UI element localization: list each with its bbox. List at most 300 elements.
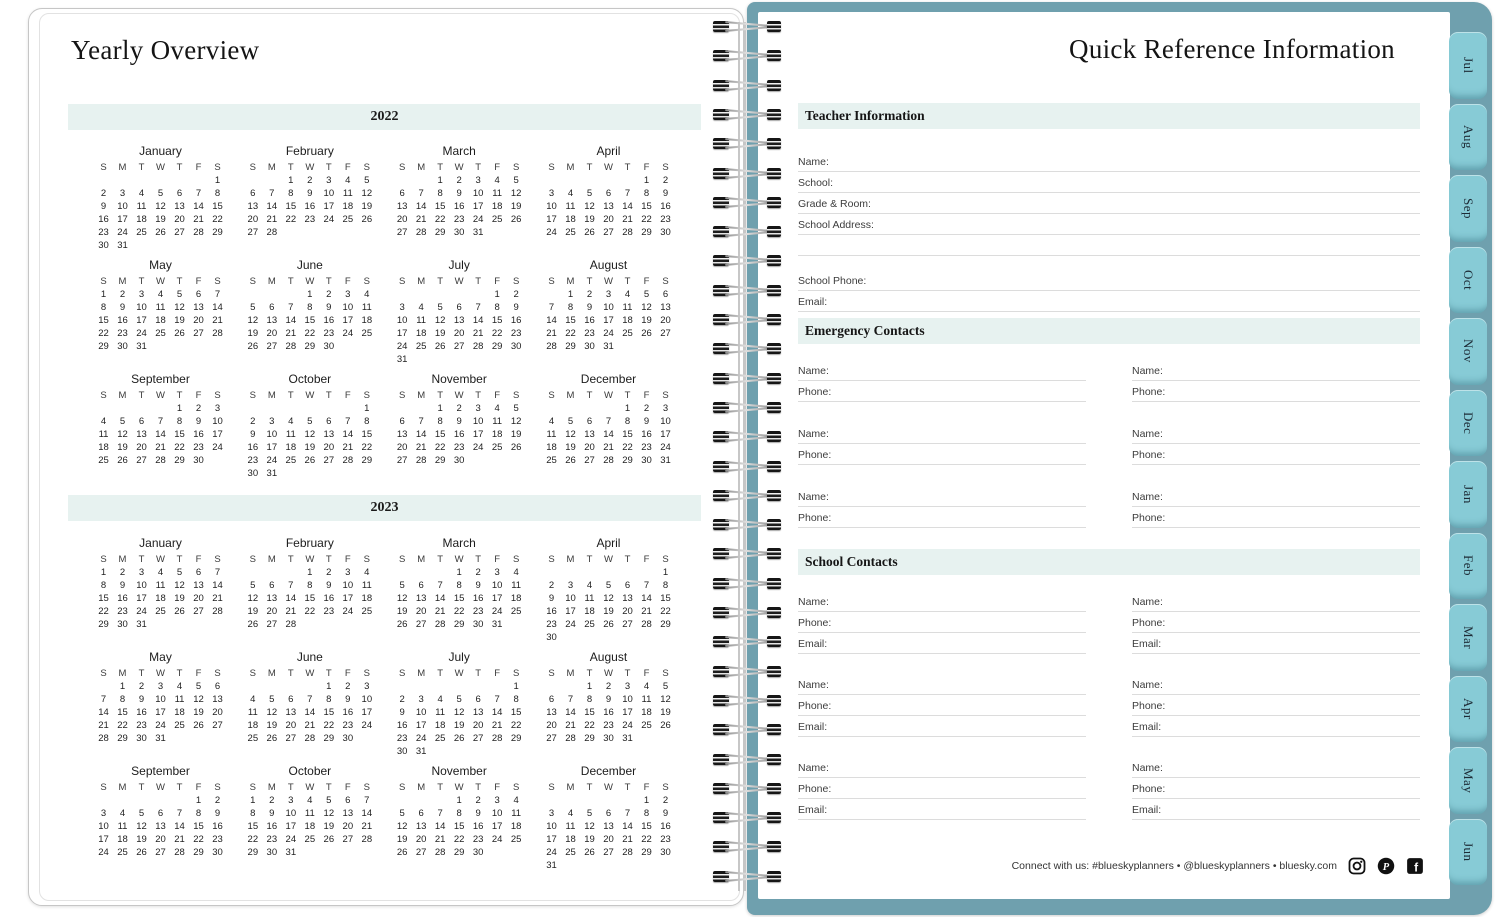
pinterest-icon[interactable] — [1377, 857, 1395, 875]
calendar-day: 7 — [214, 289, 221, 300]
calendar-day — [542, 794, 561, 807]
calendar-day: 6 — [269, 580, 275, 591]
calendar-day: 5 — [269, 694, 275, 705]
calendar-week-row — [243, 340, 376, 353]
calendar-day: 3 — [418, 694, 424, 705]
calendar-day: 9 — [345, 694, 351, 705]
field-email[interactable] — [798, 799, 1086, 820]
calendar-day: 15 — [584, 707, 595, 718]
calendar-day: 16 — [603, 707, 614, 718]
calendar-day: 8 — [214, 188, 221, 199]
calendar-day: 3 — [567, 580, 574, 591]
calendar-month-may-2022 — [94, 258, 227, 353]
calendar-day: 8 — [364, 416, 370, 427]
calendar-day: 21 — [415, 442, 427, 453]
calendar-day: 6 — [662, 289, 669, 300]
calendar-day: 5 — [307, 416, 313, 427]
calendar-month-june-2023 — [243, 650, 376, 745]
page-title-quick-reference: Quick Reference Information — [1069, 34, 1395, 64]
footer — [1012, 857, 1424, 875]
calendar-day: 14 — [174, 821, 185, 832]
calendar-day: 30 — [396, 746, 408, 757]
field-name[interactable] — [798, 151, 1420, 172]
month-name: October — [288, 372, 332, 386]
tab-jul[interactable] — [1449, 32, 1487, 99]
calendar-day: 22 — [174, 442, 185, 453]
calendar-day: 22 — [285, 214, 297, 225]
calendar-month-december-2022 — [542, 372, 675, 467]
tab-mar[interactable] — [1449, 604, 1487, 671]
calendar-day: 26 — [565, 455, 576, 466]
calendar-day — [618, 566, 637, 579]
calendar-day: 10 — [136, 580, 147, 591]
calendar-day: 3 — [605, 289, 612, 300]
calendar-day: 19 — [453, 720, 465, 731]
calendar-day: 18 — [342, 201, 354, 212]
calendar-week-row — [542, 226, 675, 239]
calendar-day: 4 — [624, 289, 631, 300]
calendar-day: 13 — [323, 429, 335, 440]
calendar-day — [599, 174, 618, 187]
weekday-header: T — [138, 554, 145, 565]
calendar-day: 12 — [136, 821, 147, 832]
field-phone[interactable] — [798, 778, 1086, 799]
calendar-day: 17 — [212, 429, 223, 440]
calendar-day: 27 — [247, 227, 259, 238]
calendar-day: 20 — [155, 834, 166, 845]
weekday-header: T — [176, 390, 183, 401]
calendar-day: 13 — [342, 808, 354, 819]
calendar-day: 7 — [437, 580, 443, 591]
calendar-day: 7 — [100, 694, 107, 705]
calendar-day: 5 — [643, 289, 650, 300]
field-phone[interactable] — [1132, 444, 1420, 465]
calendar-day: 26 — [323, 834, 335, 845]
calendar-day: 19 — [247, 606, 259, 617]
calendar-day: 28 — [603, 455, 614, 466]
calendar-day: 16 — [323, 593, 335, 604]
calendar-day: 23 — [453, 214, 465, 225]
calendar-day: 4 — [157, 567, 164, 578]
calendar-day: 3 — [662, 403, 669, 414]
calendar-day: 23 — [98, 227, 109, 238]
facebook-icon[interactable] — [1406, 857, 1424, 875]
calendar-day — [94, 794, 113, 807]
calendar-day: 30 — [510, 341, 522, 352]
calendar-week-row — [542, 340, 675, 353]
calendar-week-row — [542, 833, 675, 846]
calendar-day: 3 — [624, 681, 631, 692]
calendar-day: 4 — [643, 681, 650, 692]
calendar-day — [599, 794, 618, 807]
calendar-day: 2 — [326, 289, 332, 300]
calendar-day: 10 — [117, 201, 128, 212]
weekday-header: W — [454, 162, 464, 173]
calendar-day: 29 — [98, 619, 109, 630]
month-name: December — [580, 764, 637, 778]
weekday-header: S — [398, 782, 406, 793]
calendar-day: 24 — [323, 214, 335, 225]
field-name[interactable] — [798, 757, 1086, 778]
calendar-day: 17 — [136, 593, 147, 604]
tab-sep[interactable] — [1449, 175, 1487, 242]
calendar-week-row — [243, 605, 376, 618]
calendar-day: 28 — [212, 328, 223, 339]
calendar-week-row — [243, 820, 376, 833]
calendar-day — [357, 732, 376, 745]
calendar-day: 20 — [472, 720, 484, 731]
calendar-day: 12 — [603, 593, 614, 604]
calendar-day: 20 — [285, 720, 297, 731]
field-phone[interactable] — [798, 444, 1086, 465]
weekday-header: F — [344, 162, 351, 173]
field-name[interactable] — [798, 423, 1086, 444]
weekday-header: S — [249, 162, 256, 173]
weekday-header: F — [643, 782, 650, 793]
contact-group — [798, 423, 1420, 465]
calendar-week-row — [393, 226, 526, 239]
tab-nov[interactable] — [1449, 318, 1487, 385]
weekday-header: T — [287, 162, 294, 173]
field-email[interactable] — [1132, 633, 1420, 654]
month-name: September — [131, 764, 190, 778]
calendar-day: 26 — [584, 227, 595, 238]
weekday-header: W — [604, 390, 613, 401]
calendar-day: 23 — [136, 720, 147, 731]
field-email[interactable] — [798, 716, 1086, 737]
calendar-day — [542, 402, 561, 415]
field-email[interactable] — [1132, 716, 1420, 737]
calendar-day: 15 — [304, 593, 316, 604]
calendar-day — [488, 745, 507, 758]
calendar-day: 24 — [546, 847, 557, 858]
calendar-day: 16 — [136, 707, 147, 718]
field-label: Email: — [1132, 721, 1162, 733]
weekday-header: M — [118, 782, 127, 793]
calendar-day: 12 — [641, 302, 652, 313]
weekday-header: F — [195, 554, 202, 565]
calendar-day — [542, 174, 561, 187]
field-phone[interactable] — [1132, 612, 1420, 633]
weekday-header: T — [287, 390, 294, 401]
calendar-day: 13 — [285, 707, 297, 718]
calendar-week-row — [542, 428, 675, 441]
field-name[interactable] — [1132, 486, 1420, 507]
calendar-day: 4 — [364, 567, 370, 578]
calendar-day — [507, 618, 526, 631]
field-phone[interactable] — [798, 695, 1086, 716]
calendar-day: 14 — [193, 201, 204, 212]
weekday-header: T — [624, 390, 631, 401]
calendar-day: 31 — [415, 746, 427, 757]
calendar-day: 15 — [361, 429, 373, 440]
weekday-header: T — [586, 554, 593, 565]
calendar-month-march-2023 — [393, 536, 526, 631]
left-page — [28, 8, 744, 906]
calendar-day: 22 — [565, 328, 576, 339]
field-phone[interactable] — [1132, 381, 1420, 402]
weekday-header: W — [156, 162, 165, 173]
calendar-day: 21 — [491, 720, 503, 731]
calendar-day: 22 — [434, 442, 446, 453]
weekday-header: M — [118, 390, 127, 401]
month-name: July — [448, 650, 470, 664]
weekday-header: S — [398, 668, 406, 679]
calendar-day: 20 — [136, 442, 147, 453]
calendar-day: 6 — [269, 302, 275, 313]
calendar-day: 13 — [453, 315, 465, 326]
field-phone[interactable] — [798, 507, 1086, 528]
calendar-day: 27 — [396, 455, 408, 466]
tab-may[interactable] — [1449, 747, 1487, 814]
calendar-day: 1 — [326, 681, 332, 692]
calendar-day — [431, 288, 450, 301]
weekday-header: T — [325, 162, 332, 173]
calendar-day: 20 — [174, 214, 185, 225]
calendar-day: 14 — [546, 315, 557, 326]
weekday-header: W — [156, 782, 165, 793]
weekday-header-row — [94, 667, 227, 680]
calendar-day — [170, 618, 189, 631]
calendar-day: 11 — [641, 694, 652, 705]
calendar-day: 5 — [605, 580, 612, 591]
calendar-day: 4 — [567, 808, 574, 819]
weekday-header: T — [437, 668, 444, 679]
contact-entry — [798, 757, 1086, 820]
calendar-day — [151, 174, 170, 187]
calendar-week-row — [542, 200, 675, 213]
calendar-week-row — [393, 706, 526, 719]
calendar-day: 25 — [510, 606, 522, 617]
calendar-week-row — [243, 592, 376, 605]
calendar-week-row — [542, 592, 675, 605]
calendar-day: 20 — [266, 328, 278, 339]
weekday-header: S — [249, 668, 256, 679]
calendar-week-row — [393, 441, 526, 454]
calendar-day — [113, 174, 132, 187]
calendar-day: 19 — [266, 720, 278, 731]
calendar-week-row — [243, 415, 376, 428]
tab-apr[interactable] — [1449, 676, 1487, 743]
calendar-day: 2 — [326, 567, 332, 578]
calendar-day: 26 — [396, 847, 408, 858]
calendar-day: 21 — [342, 442, 354, 453]
calendar-week-row — [94, 706, 227, 719]
calendar-day: 6 — [195, 567, 202, 578]
field-name[interactable] — [798, 674, 1086, 695]
weekday-header: S — [512, 390, 520, 401]
calendar-day: 11 — [136, 201, 147, 212]
calendar-week-row — [243, 833, 376, 846]
field-phone[interactable] — [1132, 778, 1420, 799]
weekday-header-row — [94, 161, 227, 174]
field-name[interactable] — [1132, 757, 1420, 778]
calendar-day: 24 — [396, 341, 408, 352]
calendar-day: 15 — [117, 707, 128, 718]
calendar-day — [208, 239, 227, 252]
calendar-day: 1 — [513, 681, 519, 692]
field-name[interactable] — [1132, 423, 1420, 444]
calendar-day: 22 — [247, 834, 259, 845]
weekday-header: W — [604, 162, 613, 173]
calendar-day: 3 — [157, 681, 164, 692]
calendar-day: 8 — [494, 302, 500, 313]
field-school[interactable] — [798, 172, 1420, 193]
calendar-day: 25 — [98, 455, 109, 466]
calendar-day: 14 — [603, 429, 614, 440]
calendar-day: 6 — [345, 795, 351, 806]
calendar-day: 10 — [565, 593, 576, 604]
calendar-day: 27 — [546, 733, 557, 744]
weekday-header: T — [325, 782, 332, 793]
calendar-day: 25 — [565, 847, 576, 858]
calendar-day: 3 — [548, 188, 555, 199]
field-phone[interactable] — [1132, 695, 1420, 716]
weekday-header: T — [586, 782, 593, 793]
calendar-day: 26 — [510, 214, 522, 225]
calendar-month-september-2023 — [94, 764, 227, 859]
calendar-week-row — [94, 200, 227, 213]
calendar-day: 26 — [247, 619, 259, 630]
weekday-header: T — [624, 162, 631, 173]
field-label: Name: — [1132, 679, 1163, 691]
calendar-week-row — [393, 200, 526, 213]
field-grade-room[interactable] — [798, 193, 1420, 214]
calendar-day: 18 — [641, 707, 652, 718]
field-school-phone[interactable] — [798, 270, 1420, 291]
calendar-day — [637, 732, 656, 745]
calendar-day — [561, 859, 580, 872]
calendar-day — [637, 566, 656, 579]
calendar-day: 25 — [546, 455, 557, 466]
calendar-day: 28 — [622, 227, 633, 238]
field-name[interactable] — [1132, 360, 1420, 381]
calendar-day: 25 — [285, 455, 297, 466]
calendar-week-row — [243, 428, 376, 441]
calendar-day: 7 — [437, 808, 443, 819]
field-name[interactable] — [798, 486, 1086, 507]
calendar-day: 22 — [304, 606, 316, 617]
weekday-header-row — [393, 667, 526, 680]
calendar-day: 16 — [472, 593, 484, 604]
calendar-day: 9 — [326, 302, 332, 313]
calendar-week-row — [542, 732, 675, 745]
calendar-day: 22 — [117, 720, 128, 731]
calendar-day: 19 — [117, 442, 128, 453]
calendar-day: 25 — [584, 619, 595, 630]
calendar-day — [132, 239, 151, 252]
weekday-header: S — [214, 162, 221, 173]
calendar-day: 19 — [174, 315, 185, 326]
calendar-day: 19 — [174, 593, 185, 604]
calendar-day: 11 — [565, 821, 576, 832]
weekday-header: S — [398, 162, 406, 173]
calendar-day: 15 — [285, 201, 297, 212]
calendar-week-row — [243, 693, 376, 706]
weekday-header: F — [344, 554, 351, 565]
weekday-header: T — [586, 668, 593, 679]
tab-feb[interactable] — [1449, 533, 1487, 600]
field-email[interactable] — [1132, 799, 1420, 820]
weekday-header: M — [118, 668, 127, 679]
tab-jun[interactable] — [1449, 819, 1487, 886]
field-name[interactable] — [798, 360, 1086, 381]
tab-aug[interactable] — [1449, 104, 1487, 171]
weekday-header: W — [454, 668, 464, 679]
calendar-week-row — [542, 327, 675, 340]
calendar-day — [170, 340, 189, 353]
calendar-day: 31 — [266, 468, 278, 479]
calendar-week-row — [393, 288, 526, 301]
calendar-day: 16 — [323, 315, 335, 326]
calendar-day: 26 — [453, 733, 465, 744]
calendar-day — [431, 353, 450, 366]
field-phone[interactable] — [798, 381, 1086, 402]
calendar-week-row — [94, 288, 227, 301]
calendar-day — [580, 794, 599, 807]
field-phone[interactable] — [1132, 507, 1420, 528]
calendar-day: 4 — [100, 416, 107, 427]
calendar-day: 2 — [513, 289, 519, 300]
calendar-day: 8 — [624, 416, 631, 427]
field-email[interactable] — [798, 633, 1086, 654]
calendar-day: 19 — [361, 201, 373, 212]
calendar-day: 23 — [323, 328, 335, 339]
field-name[interactable] — [798, 591, 1086, 612]
weekday-header: M — [417, 162, 426, 173]
calendar-day: 19 — [565, 442, 576, 453]
calendar-month-august-2022 — [542, 258, 675, 353]
calendar-day: 30 — [247, 468, 259, 479]
calendar-day: 20 — [660, 315, 671, 326]
field-phone[interactable] — [798, 612, 1086, 633]
calendar-day: 12 — [510, 188, 522, 199]
calendar-week-row — [94, 415, 227, 428]
tab-dec[interactable] — [1449, 390, 1487, 457]
calendar-day: 7 — [494, 694, 500, 705]
instagram-icon[interactable] — [1348, 857, 1366, 875]
calendar-day — [488, 846, 507, 859]
weekday-header: T — [325, 276, 332, 287]
calendar-day: 15 — [323, 707, 335, 718]
calendar-day: 12 — [396, 821, 408, 832]
field-name[interactable] — [1132, 674, 1420, 695]
calendar-day: 2 — [138, 681, 145, 692]
field-blank-line[interactable] — [798, 235, 1420, 256]
calendar-day — [450, 745, 469, 758]
calendar-day: 6 — [288, 694, 294, 705]
tab-oct[interactable] — [1449, 247, 1487, 314]
tab-jan[interactable] — [1449, 461, 1487, 528]
calendar-day: 23 — [660, 214, 671, 225]
field-email[interactable] — [798, 291, 1420, 312]
calendar-day: 5 — [364, 175, 370, 186]
calendar-day: 24 — [491, 606, 503, 617]
calendar-day: 25 — [434, 733, 446, 744]
calendar-day: 21 — [434, 606, 446, 617]
calendar-day: 1 — [586, 681, 593, 692]
field-name[interactable] — [1132, 591, 1420, 612]
calendar-day: 9 — [513, 302, 519, 313]
calendar-week-row — [542, 693, 675, 706]
calendar-day: 1 — [307, 567, 313, 578]
calendar-day: 1 — [195, 795, 202, 806]
calendar-day: 13 — [155, 821, 166, 832]
field-school-address[interactable] — [798, 214, 1420, 235]
calendar-day — [637, 340, 656, 353]
calendar-day: 20 — [342, 821, 354, 832]
calendar-day — [580, 631, 599, 644]
